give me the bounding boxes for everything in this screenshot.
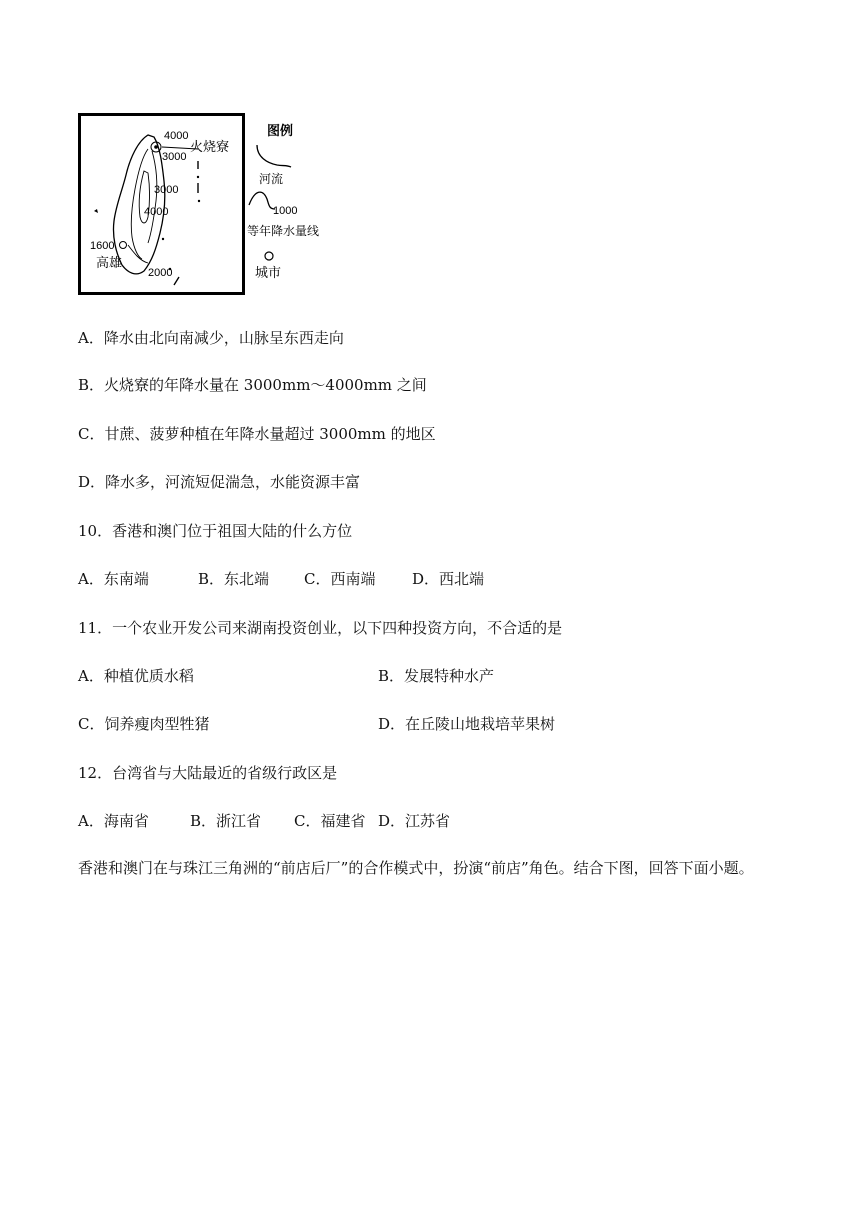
island-mark-6 — [162, 238, 164, 240]
legend-city-symbol — [265, 252, 273, 260]
q12-option-c: C．福建省 — [294, 812, 366, 830]
label-huoshaoliao: 火烧寮 — [190, 139, 230, 154]
q9-option-a: A．降水由北向南减少，山脉呈东西走向 — [78, 329, 344, 347]
legend-river-label: 河流 — [259, 172, 284, 186]
q12-option-a: A．海南省 — [78, 812, 149, 830]
legend-title: 图例 — [267, 123, 294, 138]
island-mark-3 — [197, 176, 199, 178]
label-gaoxiong: 高雄 — [96, 255, 123, 270]
q11-option-b: B．发展特种水产 — [378, 667, 495, 685]
q10-stem: 10．香港和澳门位于祖国大陆的什么方位 — [78, 522, 353, 540]
label-3000-b: 3000 — [154, 184, 179, 196]
map-legend — [245, 113, 365, 303]
q9-option-d: D．降水多，河流短促湍急，水能资源丰富 — [78, 473, 361, 491]
q9-option-c: C．甘蔗、菠萝种植在年降水量超过 3000mm 的地区 — [78, 425, 436, 443]
q10-option-b: B．东北端 — [198, 570, 270, 588]
q12-option-d: D．江苏省 — [378, 812, 451, 830]
q12-option-b: B．浙江省 — [190, 812, 262, 830]
peak-dot — [154, 145, 158, 149]
legend-river-symbol — [257, 145, 291, 167]
label-3000-a: 3000 — [162, 151, 187, 163]
legend-isoline-label: 等年降水量线 — [247, 224, 320, 238]
q10-option-d: D．西北端 — [412, 570, 485, 588]
isoline-2000 — [128, 245, 148, 263]
city-gaoxiong-marker — [120, 242, 127, 249]
legend-isoline-value: 1000 — [273, 205, 298, 217]
island-mark-4 — [198, 200, 200, 202]
q11-stem: 11．一个农业开发公司来湖南投资创业，以下四种投资方向，不合适的是 — [78, 619, 563, 637]
q10-option-a: A．东南端 — [78, 570, 149, 588]
q11-option-c: C．饲养瘦肉型牲猪 — [78, 715, 210, 733]
island-mark-5 — [94, 209, 98, 213]
q11-option-d: D．在丘陵山地栽培苹果树 — [378, 715, 556, 733]
island-mark-8 — [174, 277, 179, 285]
legend-isoline-symbol — [249, 192, 275, 209]
q12-stem: 12．台湾省与大陆最近的省级行政区是 — [78, 764, 338, 782]
legend-city-label: 城市 — [255, 265, 282, 280]
label-4000-mid: 4000 — [144, 206, 169, 218]
label-2000: 2000 — [148, 267, 173, 279]
label-4000-top: 4000 — [164, 130, 189, 142]
q9-option-b: B．火烧寮的年降水量在 3000mm～4000mm 之间 — [78, 376, 427, 394]
q11-option-a: A．种植优质水稻 — [78, 667, 194, 685]
label-1600: 1600 — [90, 240, 115, 252]
q10-option-c: C．西南端 — [304, 570, 376, 588]
taiwan-precipitation-map — [78, 113, 245, 295]
intro-paragraph: 香港和澳门在与珠江三角洲的“前店后厂”的合作模式中，扮演“前店”角色。结合下图，回答下面小题。 — [78, 859, 754, 877]
